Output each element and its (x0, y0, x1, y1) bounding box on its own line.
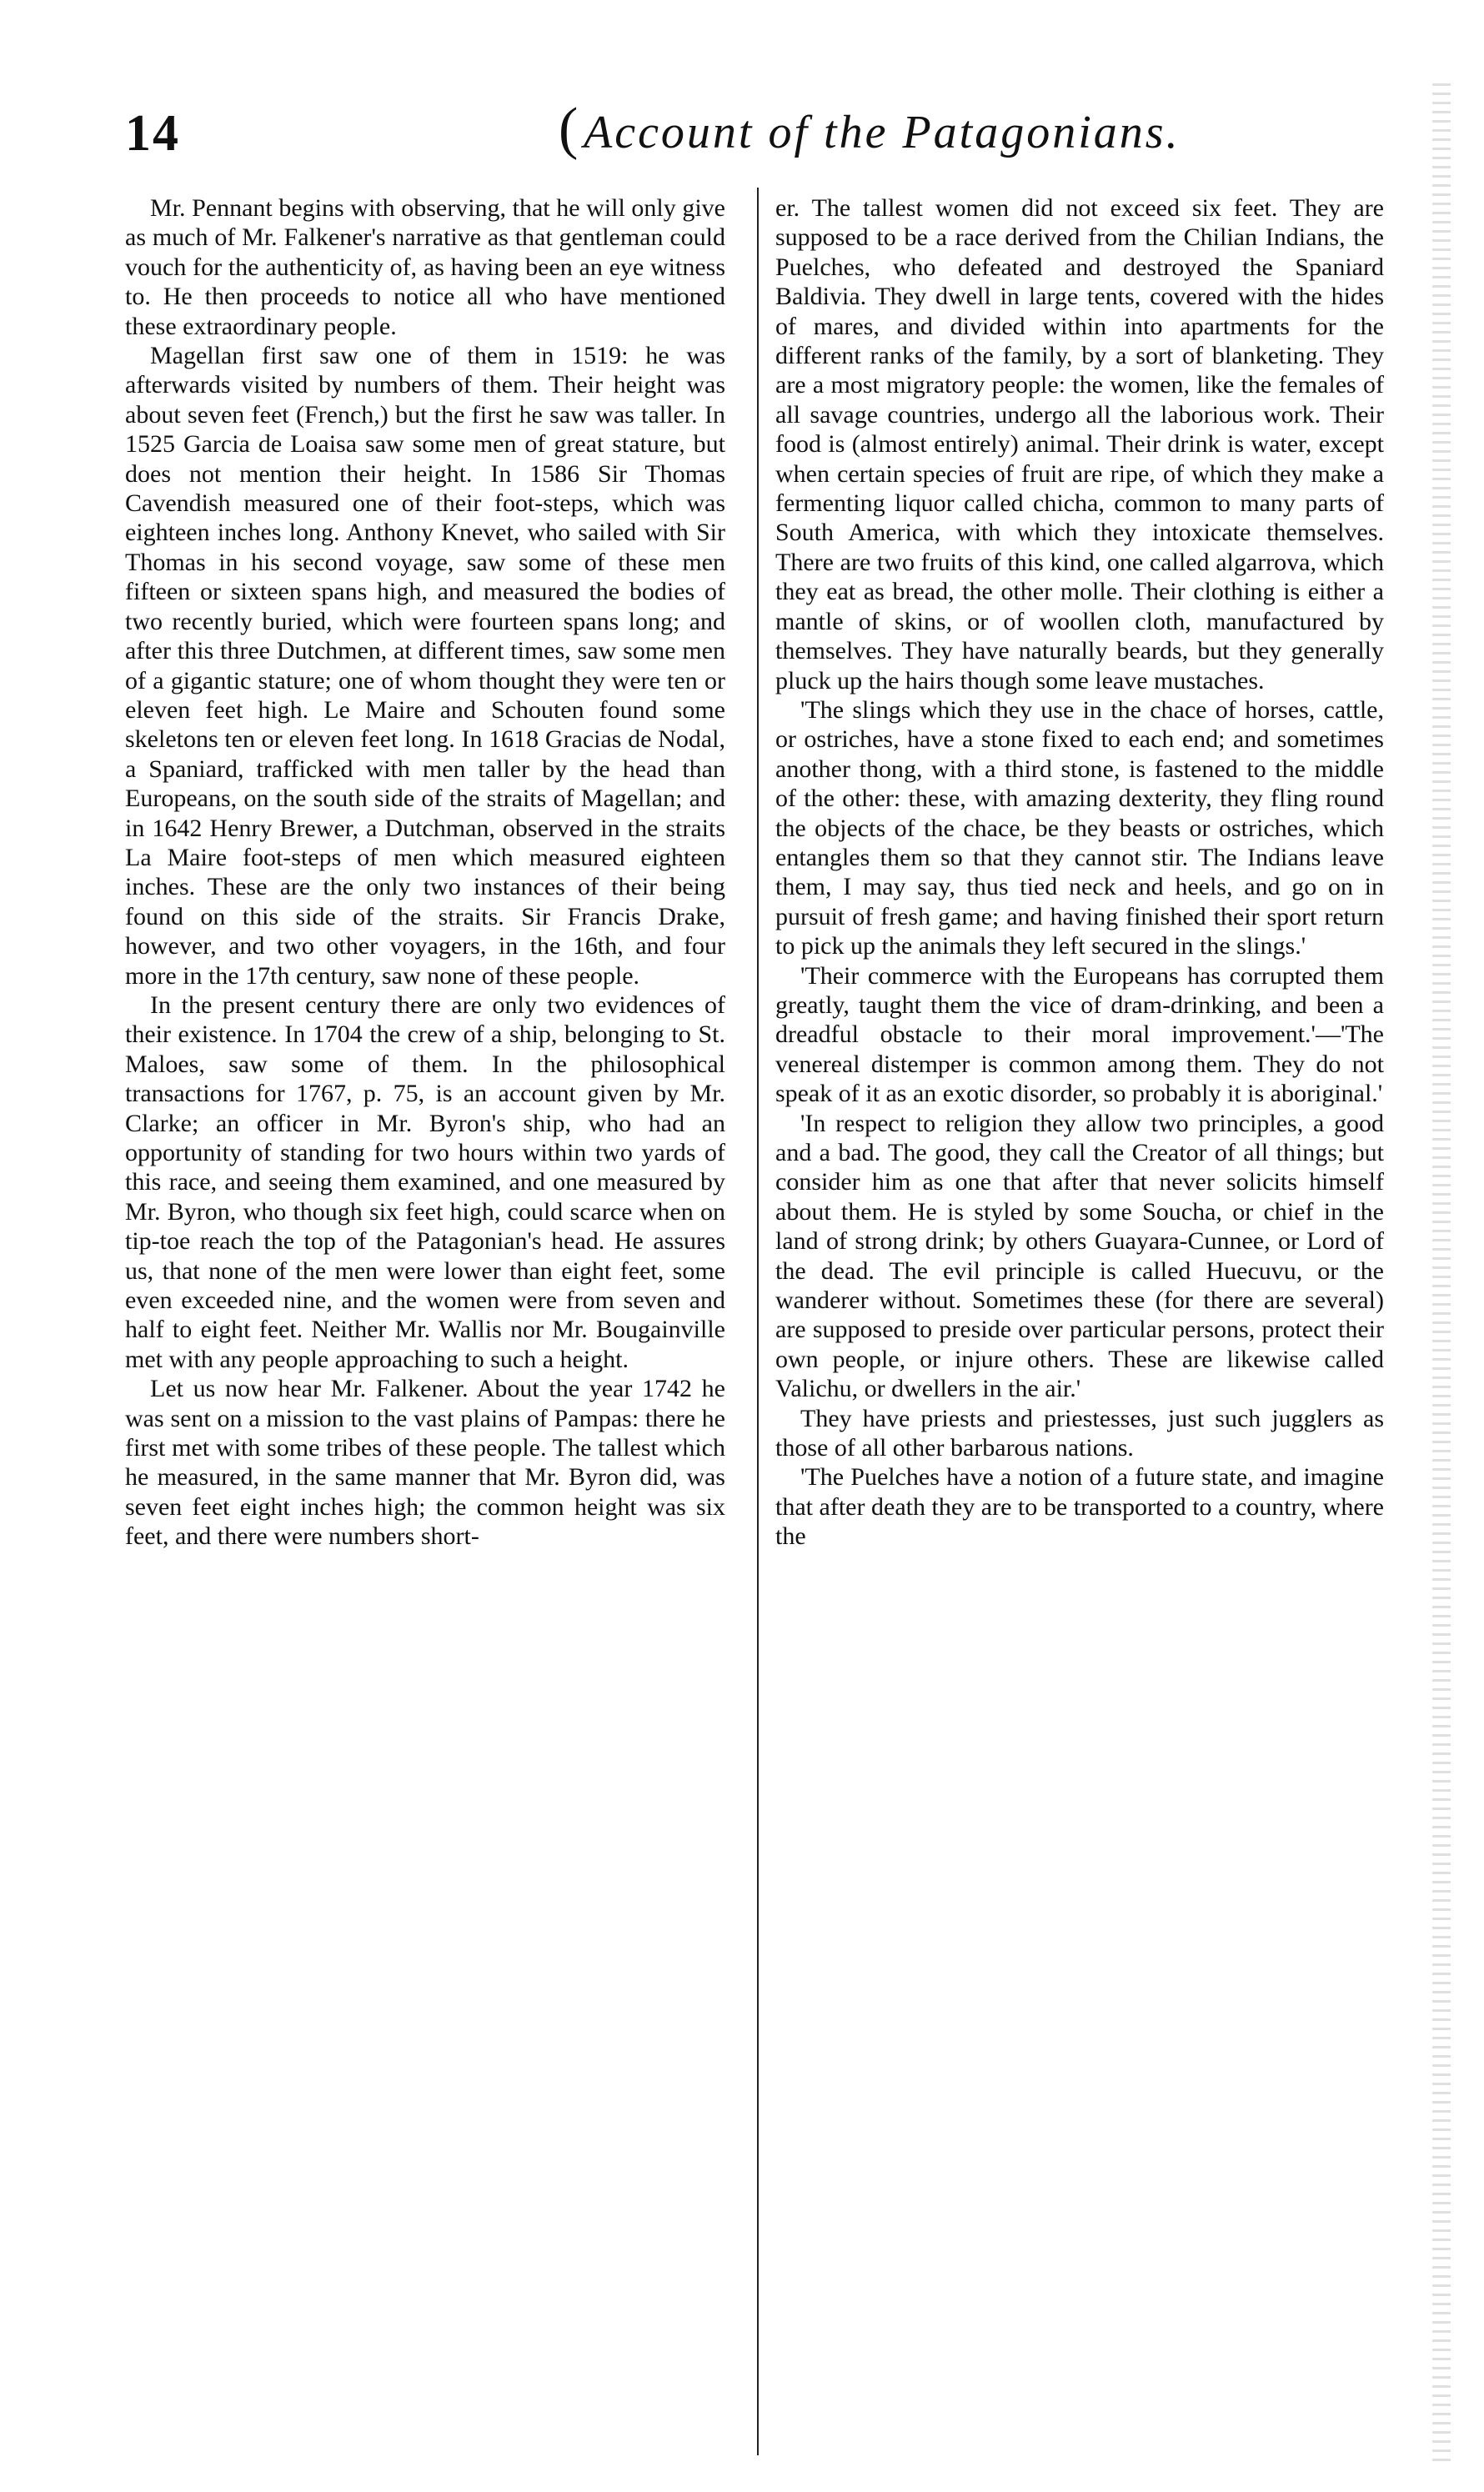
running-head: Account of the Patagonians. (584, 107, 1181, 158)
paragraph: 'In respect to religion they allow two principles, a good and a bad. The good, they call the Creator of all things; but consider him as one that after that never solicits himself about them. He is styled by some Soucha, or chief in the land of strong drink; by others Guayara-Cunnee, or Lord of the dead. The evil principle is called Huecuvu, or the wanderer without. Sometimes these (for there are several) are supposed to preside over particular persons, protect their own people, or injure others. These are likewise called Valichu, or dwellers in the air.' (775, 1109, 1384, 1403)
paragraph: er. The tallest women did not exceed six feet. They are supposed to be a race derived from the Chilian Indians, the Puelches, who defeated and destroyed the Spaniard Baldivia. They dwell in large tents, covered with the hides of mares, and divided within into apartments for the different ranks of the family, by a sort of blanketing. They are a most migratory people: the women, like the females of all savage countries, undergo all the laborious work. Their food is (almost entirely) animal. Their drink is water, except when certain species of fruit are ripe, of which they make a fermenting liquor called chicha, common to many parts of South America, with which they intoxicate themselves. There are two fruits of this kind, one called algarrova, which they eat as bread, the other molle. Their clothing is either a mantle of skins, or of woollen cloth, manufactured by themselves. They have naturally beards, but they generally pluck up the hairs though some leave mustaches. (775, 194, 1384, 694)
paragraph: In the present century there are only two evidences of their existence. In 1704 the crew of a ship, belonging to St. Maloes, saw some of them. In the philosophical transactions for 1767, p. 75, is an account given by Mr. Clarke; an officer in Mr. Byron's ship, who had an opportunity of standing for two hours within two yards of this race, and seeing them examined, and one measured by Mr. Byron, who though six feet high, could scarce when on tip-toe reach the top of the Patagonian's head. He assures us, that none of the men were lower than eight feet, some even exceeded nine, and the women were from seven and half to eight feet. Neither Mr. Wallis nor Mr. Bougainville met with any people approaching to such a height. (125, 990, 725, 1373)
paragraph: Magellan first saw one of them in 1519: he was afterwards visited by numbers of them. Their height was about seven feet (French,) but the first he saw was taller. In 1525 Garcia de Loaisa saw some men of great stature, but does not mention their height. In 1586 Sir Thomas Cavendish measured one of their foot-steps, which was eighteen inches long. Anthony Knevet, who sailed with Sir Thomas in his second voyage, saw some of these men fifteen or sixteen spans high, and measured the bodies of two recently buried, which were fourteen spans long; and after this three Dutchmen, at different times, saw some men of a gigantic stature; one of whom thought they were ten or eleven feet high. Le Maire and Schouten found some skeletons ten or eleven feet long. In 1618 Gracias de Nodal, a Spaniard, trafficked with men taller by the head than Europeans, on the south side of the straits of Magellan; and in 1642 Henry Brewer, a Dutchman, observed in the straits La Maire foot-steps of men which measured eighteen inches. These are the only two instances of their being found on this side of the straits. Sir Francis Drake, however, and two other voyagers, in the 16th, and four more in the 17th century, saw none of these people. (125, 342, 725, 990)
paragraph: 'The Puelches have a notion of a future state, and imagine that after death they are to be transported to a country, where the (775, 1463, 1384, 1551)
paragraph: 'Their commerce with the Europeans has corrupted them greatly, taught them the vice of dram-drinking, and been a dreadful obstacle to their moral improvement.'—'The venereal distemper is common among them. They do not speak of it as an exotic disorder, so probably it is aboriginal.' (775, 961, 1384, 1108)
paragraph: 'The slings which they use in the chace of horses, cattle, or ostriches, have a stone fixed to each end; and sometimes another thong, with a third stone, is fastened to the middle of the other: these, with amazing dexterity, they fling round the objects of the chace, be they beasts or ostriches, which entangles them so that they cannot stir. The Indians leave them, I may say, thus tied neck and heels, and go on in pursuit of fresh game; and having finished their sport return to pick up the animals they left secured in the slings.' (775, 695, 1384, 960)
header-bracket: ( (559, 97, 579, 161)
paragraph: Let us now hear Mr. Falkener. About the year 1742 he was sent on a mission to the vast plains of Pampas: there he first met with some tribes of these people. The tallest which he measured, in the same manner that Mr. Byron did, was seven feet eight inches high; the common height was six feet, and there were numbers short- (125, 1375, 725, 1551)
left-column (125, 193, 725, 2461)
paragraph: They have priests and priestesses, just such jugglers as those of all other barbarous nations. (775, 1404, 1384, 1462)
page-number: 14 (125, 105, 180, 162)
page-header (117, 96, 1417, 163)
paragraph: Mr. Pennant begins with observing, that he will only give as much of Mr. Falkener's narrative as that gentleman could vouch for the authenticity of, as having been an eye witness to. He then proceeds to notice all who have mentioned these extraordinary people. (125, 194, 725, 340)
column-divider (757, 188, 759, 2455)
right-column (775, 193, 1384, 2461)
scan-edge-noise (1432, 83, 1451, 2468)
